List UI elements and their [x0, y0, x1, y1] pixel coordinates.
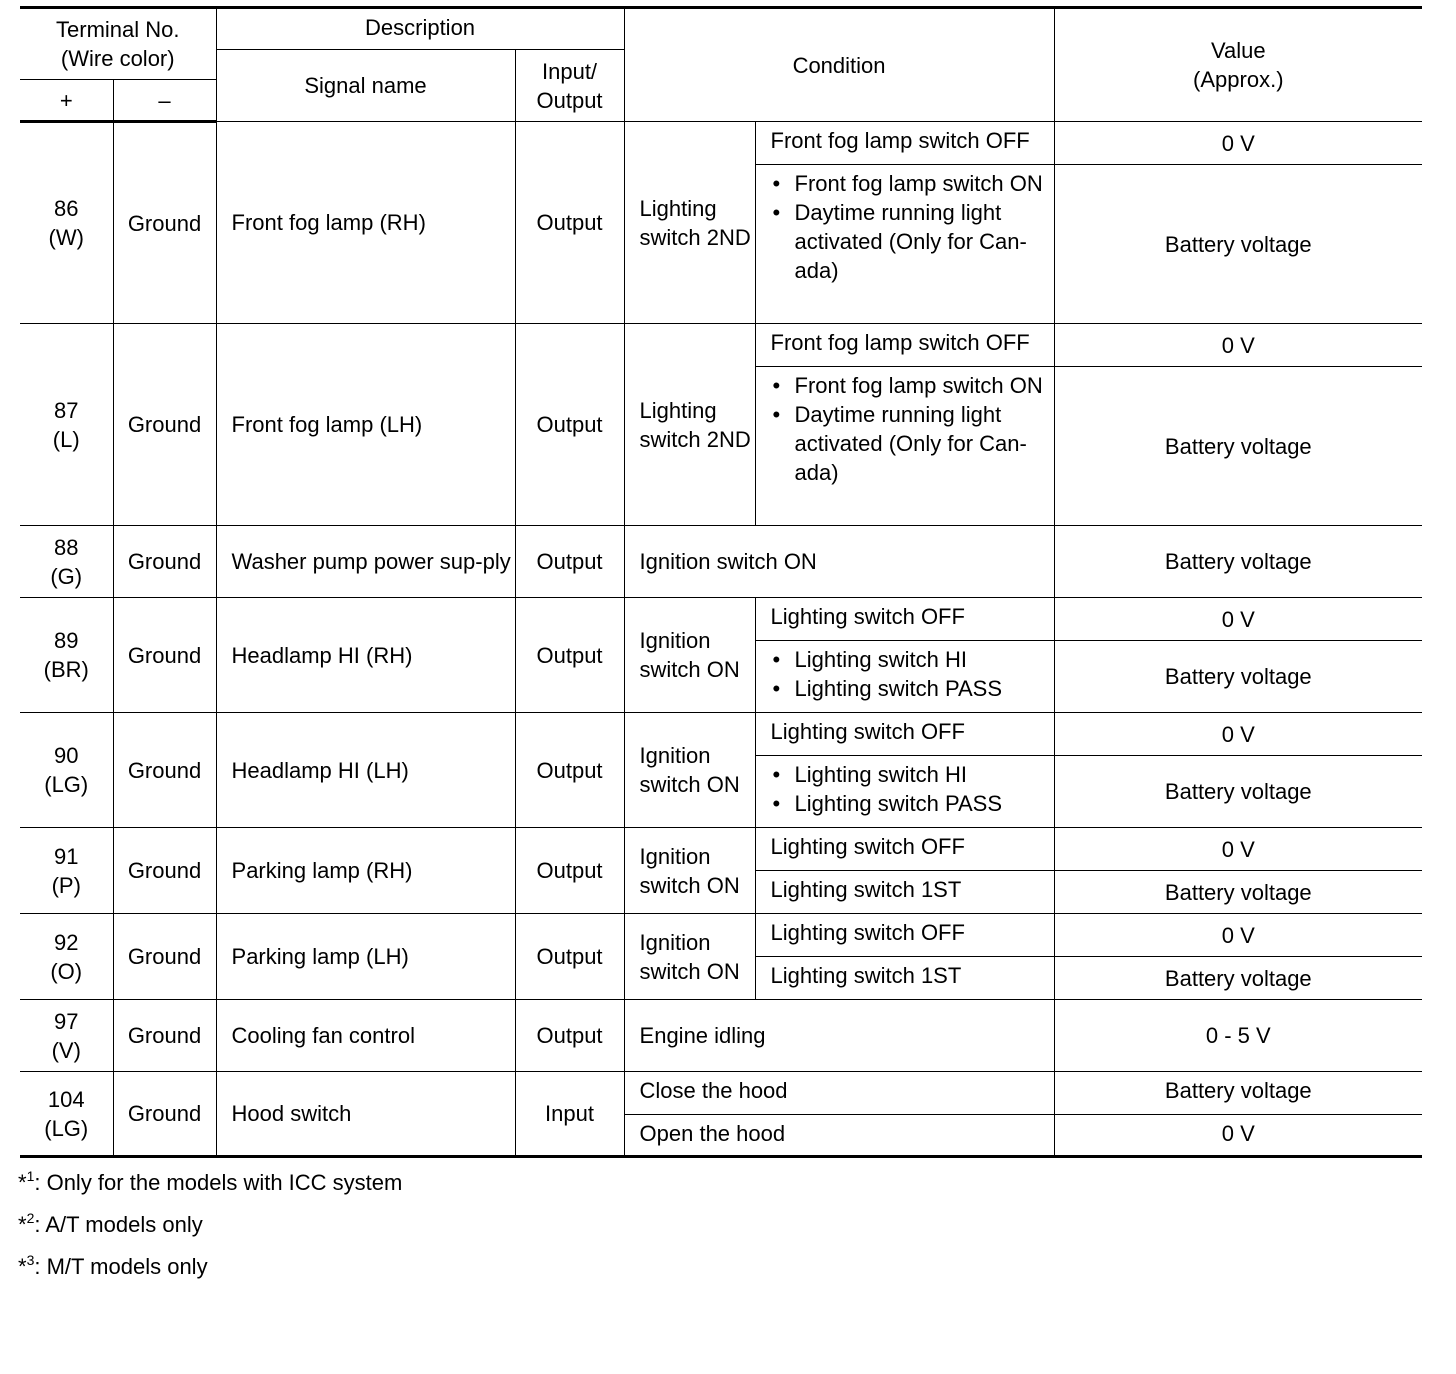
value-cell: 0 V — [1054, 828, 1422, 871]
condition-cell: Ignition switch ON — [624, 598, 755, 713]
signal-name-cell: Headlamp HI (RH) — [216, 598, 515, 713]
input-output-cell: Output — [515, 324, 624, 526]
sub-condition-cell — [755, 756, 1054, 828]
table-row — [20, 828, 1422, 871]
footnote — [18, 1168, 402, 1197]
signal-name-cell: Parking lamp (RH) — [216, 828, 515, 914]
sub-condition-cell: Lighting switch OFF — [755, 598, 1054, 641]
value-cell: 0 V — [1054, 598, 1422, 641]
signal-name-cell: Washer pump power sup-ply — [216, 526, 515, 598]
wire-color: (G) — [50, 563, 83, 589]
bullet-item: • Front fog lamp switch ON — [771, 169, 1048, 198]
value-cell: 0 V — [1054, 1115, 1422, 1157]
terminal-number: 89 — [54, 628, 79, 653]
sub-condition-cell — [755, 367, 1054, 526]
terminal-number: 90 — [54, 743, 79, 768]
input-output-cell: Output — [515, 828, 624, 914]
bullet-item: • Lighting switch HI — [771, 760, 1048, 789]
footnote-mark: * — [18, 1212, 27, 1237]
input-output-cell: Output — [515, 1000, 624, 1072]
input-output-cell: Output — [515, 526, 624, 598]
value-cell: Battery voltage — [1054, 957, 1422, 1000]
input-output-header: Input/ Output — [515, 50, 624, 122]
terminal-number: 88 — [54, 534, 79, 560]
bullet-item: • Front fog lamp switch ON — [771, 371, 1048, 400]
ground-cell: Ground — [113, 1000, 216, 1072]
footnote-mark: * — [18, 1170, 27, 1195]
ground-cell: Ground — [113, 324, 216, 526]
value-cell: 0 V — [1054, 122, 1422, 165]
value-cell: Battery voltage — [1054, 871, 1422, 914]
table-row — [20, 1072, 1422, 1115]
signal-name-cell: Parking lamp (LH) — [216, 914, 515, 1000]
wire-color: (O) — [50, 958, 83, 984]
input-output-cell: Input — [515, 1072, 624, 1157]
bullet-item: • Daytime running light activated (Only for Can-ada) — [771, 198, 1048, 285]
sub-condition-cell: Lighting switch 1ST — [755, 871, 1054, 914]
condition-header: Condition — [624, 8, 1054, 122]
bullet-list — [771, 169, 1048, 285]
signal-name-cell: Front fog lamp (LH) — [216, 324, 515, 526]
condition-cell: Open the hood — [624, 1115, 1054, 1157]
input-output-cell: Output — [515, 122, 624, 324]
condition-cell: Close the hood — [624, 1072, 1054, 1115]
bullet-item: • Lighting switch HI — [771, 645, 1048, 674]
signal-name-cell: Hood switch — [216, 1072, 515, 1157]
terminal-cell — [20, 713, 113, 828]
signal-name-cell: Cooling fan control — [216, 1000, 515, 1072]
condition-cell: Ignition switch ON — [624, 914, 755, 1000]
footnote-mark: * — [18, 1254, 27, 1279]
terminal-cell — [20, 914, 113, 1000]
sub-condition-cell: Lighting switch OFF — [755, 914, 1054, 957]
sub-condition-cell: Lighting switch OFF — [755, 713, 1054, 756]
signal-name-cell: Headlamp HI (LH) — [216, 713, 515, 828]
wire-color: (W) — [48, 225, 84, 250]
value-cell: 0 V — [1054, 324, 1422, 367]
condition-cell: Ignition switch ON — [624, 526, 1054, 598]
ground-cell: Ground — [113, 1072, 216, 1157]
sub-condition-cell: Front fog lamp switch OFF — [755, 324, 1054, 367]
condition-cell: Engine idling — [624, 1000, 1054, 1072]
footnote-number: 3 — [26, 1252, 35, 1268]
footnote-text: : M/T models only — [34, 1254, 208, 1279]
ground-cell: Ground — [113, 828, 216, 914]
bullet-list — [771, 645, 1048, 703]
wire-color: (V) — [51, 1037, 81, 1063]
table-row — [20, 713, 1422, 756]
bullet-item: • Lighting switch PASS — [771, 674, 1048, 703]
wire-color: (LG) — [44, 1115, 89, 1141]
terminal-number: 104 — [47, 1086, 85, 1112]
terminal-cell — [20, 324, 113, 526]
table-row — [20, 914, 1422, 957]
terminal-number: 92 — [54, 929, 79, 955]
terminal-cell — [20, 1000, 113, 1072]
footnote — [18, 1210, 402, 1239]
bullet-item: • Lighting switch PASS — [771, 789, 1048, 818]
minus-terminal-header: – — [113, 80, 216, 122]
value-cell: Battery voltage — [1054, 1072, 1422, 1115]
condition-cell: Lighting switch 2ND — [624, 122, 755, 324]
sub-condition-cell: Lighting switch 1ST — [755, 957, 1054, 1000]
terminal-cell — [20, 122, 113, 324]
ground-cell: Ground — [113, 598, 216, 713]
sub-condition-cell — [755, 165, 1054, 324]
terminal-no-header: Terminal No. (Wire color) — [20, 8, 216, 80]
terminal-cell — [20, 828, 113, 914]
value-cell: Battery voltage — [1054, 367, 1422, 526]
value-cell: 0 V — [1054, 713, 1422, 756]
input-output-cell: Output — [515, 713, 624, 828]
table-row — [20, 324, 1422, 367]
wire-color: (BR) — [43, 657, 89, 682]
value-header: Value (Approx.) — [1054, 8, 1422, 122]
value-cell: Battery voltage — [1054, 641, 1422, 713]
bullet-list — [771, 371, 1048, 487]
footnotes — [18, 1168, 402, 1294]
terminal-cell — [20, 1072, 113, 1157]
bullet-item: • Daytime running light activated (Only for Can-ada) — [771, 400, 1048, 487]
condition-cell: Lighting switch 2ND — [624, 324, 755, 526]
footnote-number: 2 — [26, 1210, 35, 1226]
value-cell: Battery voltage — [1054, 526, 1422, 598]
sub-condition-cell: Lighting switch OFF — [755, 828, 1054, 871]
wire-color: (L) — [52, 426, 80, 452]
signal-name-header: Signal name — [216, 50, 515, 122]
wire-color: (LG) — [44, 772, 89, 797]
ground-cell: Ground — [113, 713, 216, 828]
table-row — [20, 1000, 1422, 1072]
condition-cell: Ignition switch ON — [624, 828, 755, 914]
bullet-list — [771, 760, 1048, 818]
terminal-number: 91 — [54, 843, 79, 869]
footnote-text: : Only for the models with ICC system — [34, 1170, 403, 1195]
footnote — [18, 1252, 402, 1281]
footnote-number: 1 — [26, 1168, 35, 1184]
terminal-spec-table — [20, 6, 1422, 1158]
description-header: Description — [216, 8, 624, 50]
terminal-cell — [20, 526, 113, 598]
table-body — [20, 122, 1422, 1157]
input-output-cell: Output — [515, 914, 624, 1000]
wire-color: (P) — [51, 872, 81, 898]
value-cell: 0 V — [1054, 914, 1422, 957]
table-row — [20, 122, 1422, 165]
value-cell: Battery voltage — [1054, 165, 1422, 324]
ground-cell: Ground — [113, 122, 216, 324]
terminal-number: 97 — [54, 1008, 79, 1034]
sub-condition-cell — [755, 641, 1054, 713]
sub-condition-cell: Front fog lamp switch OFF — [755, 122, 1054, 165]
ground-cell: Ground — [113, 914, 216, 1000]
terminal-cell — [20, 598, 113, 713]
plus-terminal-header: + — [20, 80, 113, 122]
value-cell: 0 - 5 V — [1054, 1000, 1422, 1072]
table-row — [20, 598, 1422, 641]
ground-cell: Ground — [113, 526, 216, 598]
terminal-number: 86 — [54, 196, 79, 221]
condition-cell: Ignition switch ON — [624, 713, 755, 828]
footnote-text: : A/T models only — [34, 1212, 203, 1237]
terminal-number: 87 — [54, 397, 79, 423]
signal-name-cell: Front fog lamp (RH) — [216, 122, 515, 324]
value-cell: Battery voltage — [1054, 756, 1422, 828]
input-output-cell: Output — [515, 598, 624, 713]
table-row — [20, 526, 1422, 598]
